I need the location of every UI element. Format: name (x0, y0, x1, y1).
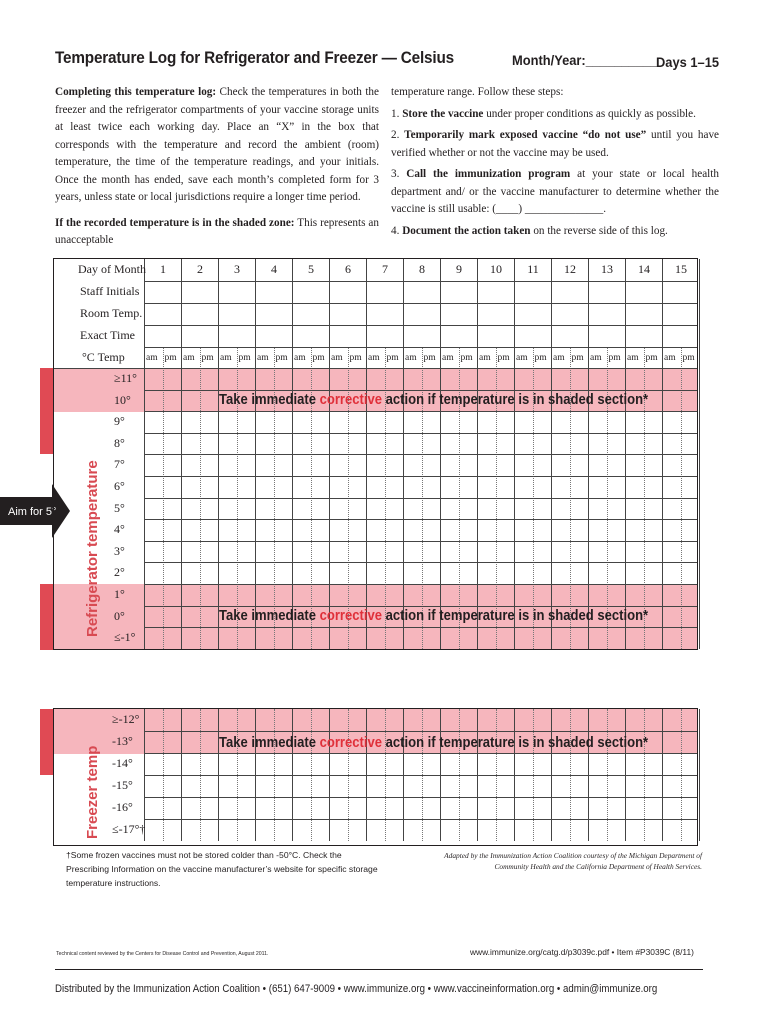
day-number: 15 (675, 262, 687, 276)
refrigerator-temp-label: 9° (114, 414, 125, 429)
pm-label: pm (460, 353, 473, 363)
am-label: am (627, 353, 639, 363)
pm-label: pm (349, 353, 362, 363)
am-label: am (257, 353, 269, 363)
row-divider (144, 281, 697, 282)
row-divider (144, 541, 697, 542)
instructions-left (55, 84, 379, 250)
freezer-temperature-label: Freezer temp (84, 745, 101, 839)
header-row-label: Room Temp. (80, 306, 143, 320)
day-number: 10 (490, 262, 502, 276)
day-number: 9 (456, 262, 462, 276)
am-label: am (405, 353, 417, 363)
pm-label: pm (534, 353, 547, 363)
technical-review-note: Technical content reviewed by the Centers for Disease Control and Prevention, August 2011. (56, 951, 269, 957)
pm-label: pm (238, 353, 251, 363)
am-label: am (146, 353, 158, 363)
freezer-temp-label: -13° (112, 734, 133, 748)
too-warm-side-strip (40, 368, 53, 454)
shaded-heading: If the recorded temperature is in the shaded zone: (55, 216, 295, 229)
am-label: am (183, 353, 195, 363)
refrigerator-temp-label: 0° (114, 608, 125, 623)
row-divider (144, 584, 697, 585)
pm-label: pm (497, 353, 510, 363)
header-row-label: Day of Month (78, 262, 146, 276)
instructions-right (391, 84, 719, 240)
shaded-text: This represents an unacceptable (55, 216, 379, 246)
freezer-too-warm-side-strip (40, 709, 53, 775)
warning-banner-too-cold: Take immediate corrective action if temperature is in shaded section* (219, 607, 649, 624)
freezer-temp-label: ≥-12° (112, 712, 140, 726)
refrigerator-temp-label: 6° (114, 479, 125, 493)
pm-label: pm (275, 353, 288, 363)
row-divider (144, 303, 697, 304)
am-label: am (664, 353, 676, 363)
step-2: 2. Temporarily mark exposed vaccine “do not use” until you have verified whether or not the vaccine may be used. (391, 129, 720, 159)
day-number: 1 (160, 262, 166, 276)
row-divider (144, 325, 697, 326)
am-label: am (442, 353, 454, 363)
days-range: Days 1–15 (656, 54, 720, 70)
row-divider (144, 498, 697, 499)
day-number: 6 (345, 262, 351, 276)
too-cold-label: Too cold* (11, 604, 22, 647)
refrigerator-temp-label: 7° (114, 457, 125, 472)
temp-column-header: °C Temp (82, 350, 125, 364)
warning-banner-too-warm: Take immediate corrective action if temperature is in shaded section* (219, 392, 649, 408)
freezer-temp-label: ≤-17°† (112, 822, 146, 836)
day-number: 4 (271, 262, 277, 276)
row-divider (144, 390, 697, 391)
refrigerator-temp-label: 1° (114, 587, 125, 601)
day-number: 13 (601, 262, 613, 276)
day-number: 5 (308, 262, 314, 276)
refrigerator-temp-label: 3° (114, 543, 125, 558)
row-divider (144, 454, 697, 455)
am-label: am (331, 353, 343, 363)
row-divider (144, 519, 697, 520)
footer-divider (55, 969, 703, 970)
am-label: am (553, 353, 565, 363)
pm-label: pm (312, 353, 325, 363)
pm-label: pm (386, 353, 399, 363)
row-divider (144, 476, 697, 477)
day-number: 2 (197, 262, 203, 276)
step-3: 3. Call the immunization program at your state or local health department and/ or the vaccine manufacturer to determine whether the vaccine is still usable: (____) ______________. (391, 168, 719, 215)
day-number: 12 (564, 262, 576, 276)
column-divider (699, 709, 700, 841)
row-divider (144, 606, 697, 607)
adapted-credit: Adapted by the Immunization Action Coalition courtesy of the Michigan Department of Community Health and the California Department of Health Services. (444, 851, 702, 871)
refrigerator-temp-label: 4° (114, 522, 125, 537)
row-divider (144, 433, 697, 434)
page-title: Temperature Log for Refrigerator and Freezer — Celsius (55, 48, 454, 67)
refrigerator-temp-label: ≥11° (114, 371, 137, 385)
refrigerator-temp-label: ≤-1° (114, 630, 136, 645)
steps-intro: temperature range. Follow these steps: (391, 86, 564, 98)
row-divider (144, 797, 697, 798)
refrigerator-temperature-label: Refrigerator temperature (84, 460, 101, 637)
row-divider (54, 368, 697, 369)
step-1: 1. Store the vaccine under proper conditions as quickly as possible. (391, 107, 696, 120)
footnote: †Some frozen vaccines must not be stored colder than -50°C. Check the Prescribing Information on the vaccine manufacturer’s website for specific storage temperature instructions. (66, 850, 378, 888)
am-label: am (516, 353, 528, 363)
month-year-field[interactable]: Month/Year:__________ (512, 52, 658, 68)
document-url[interactable]: www.immunize.org/catg.d/p3039c.pdf • Item #P3039C (8/11) (470, 947, 694, 957)
am-label: am (220, 353, 232, 363)
day-number: 7 (382, 262, 388, 276)
refrigerator-temp-label: 2° (114, 565, 125, 580)
am-label: am (294, 353, 306, 363)
too-cold-side-strip (40, 584, 53, 650)
section-gap (53, 649, 698, 709)
pm-label: pm (645, 353, 658, 363)
intro-text: Check the temperatures in both the freezer and the refrigerator compartments of your vaccine storage units at least twice each working day. Place an “X” in the box that corresponds with the temperature and record the ambient (room) temperature, the time of the temperature readings, and your initials. Once the month has ended, save each month’s completed form for 3 years, unless state or local jurisdictions require a longer time period. (55, 86, 379, 203)
refrigerator-temp-label: 10° (114, 392, 131, 407)
header-row-label: Exact Time (80, 328, 136, 342)
pm-label: pm (682, 353, 695, 363)
freezer-too-warm-label: Too warm* (11, 725, 22, 773)
day-number: 14 (638, 262, 650, 276)
step-4: 4. Document the action taken on the reverse side of this log. (391, 224, 668, 237)
day-number: 8 (419, 262, 425, 276)
row-divider (144, 775, 697, 776)
row-divider (144, 411, 697, 412)
freezer-temp-label: -14° (112, 756, 133, 770)
header-row-label: Staff Initials (80, 284, 140, 298)
am-label: am (590, 353, 602, 363)
too-warm-label: Too warm* (11, 383, 22, 431)
pm-label: pm (571, 353, 584, 363)
am-label: am (368, 353, 380, 363)
distributed-by: Distributed by the Immunization Action Coalition • (651) 647-9009 • www.immunize.org • www.vaccineinformation.org • admin@immunize.org (55, 983, 658, 995)
am-label: am (479, 353, 491, 363)
row-divider (144, 753, 697, 754)
day-number: 11 (527, 262, 539, 276)
row-divider (144, 347, 697, 348)
pm-label: pm (423, 353, 436, 363)
column-divider (699, 259, 700, 649)
pm-label: pm (164, 353, 177, 363)
warning-banner-freezer: Take immediate corrective action if temperature is in shaded section* (219, 735, 649, 751)
freezer-temp-label: -15° (112, 778, 133, 792)
pm-label: pm (201, 353, 214, 363)
row-divider (144, 562, 697, 563)
row-divider (144, 731, 697, 732)
pm-label: pm (608, 353, 621, 363)
row-divider (144, 819, 697, 820)
intro-heading: Completing this temperature log: (55, 86, 217, 98)
refrigerator-temp-label: 8° (114, 435, 125, 450)
day-number: 3 (234, 262, 240, 276)
aim-label: Aim for 5° (8, 506, 57, 518)
row-divider (144, 627, 697, 628)
refrigerator-temp-label: 5° (114, 500, 125, 515)
freezer-temp-label: -16° (112, 800, 133, 814)
